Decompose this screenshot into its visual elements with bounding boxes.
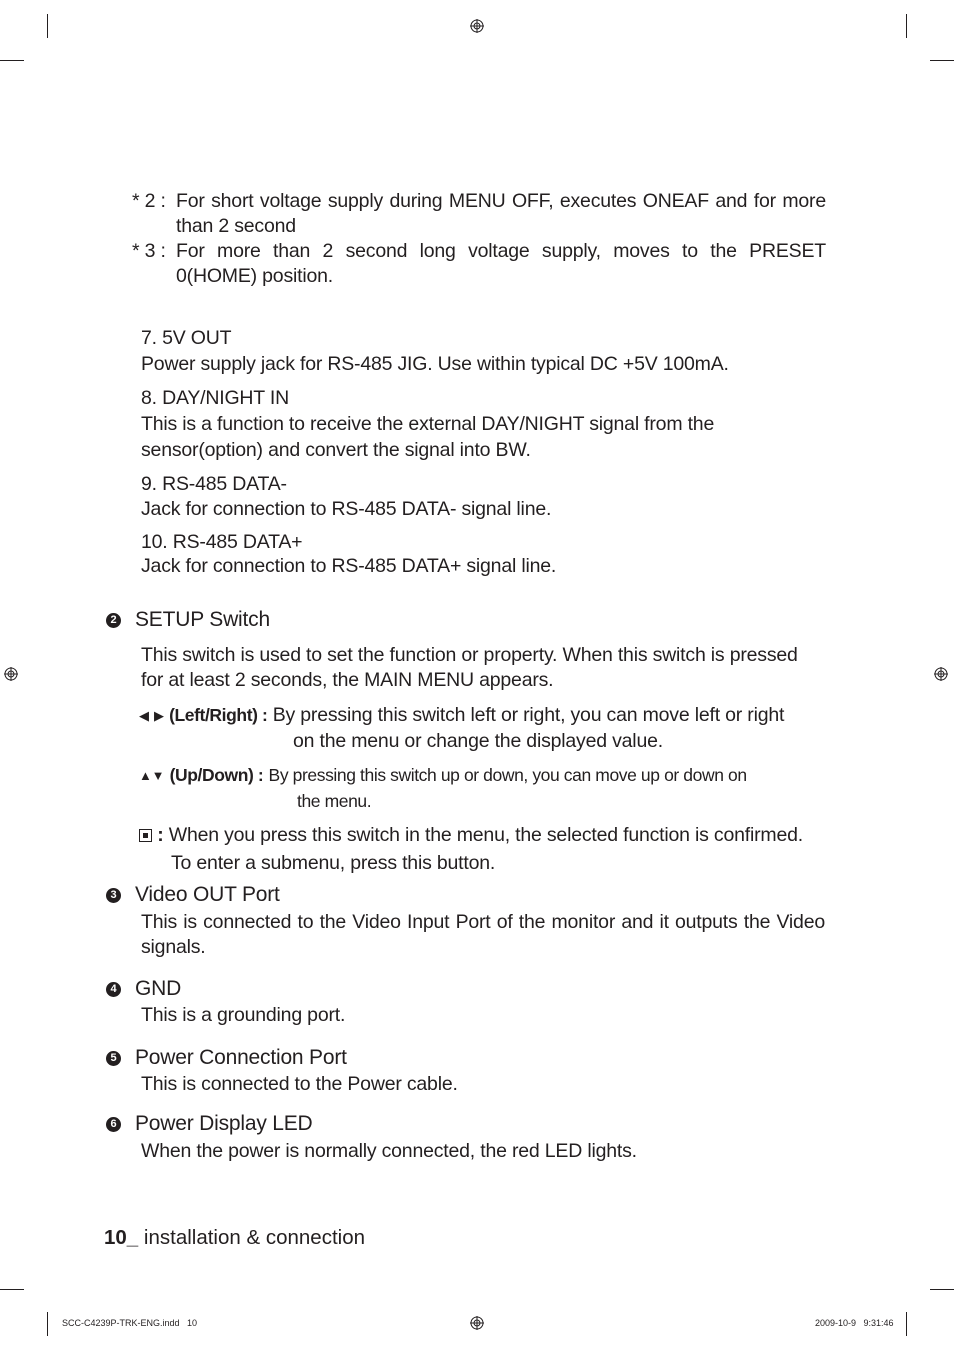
power-connection-body: This is connected to the Power cable. xyxy=(141,1073,458,1095)
item-9-title: 9. RS-485 DATA- xyxy=(141,473,287,495)
setup-heading: SETUP Switch xyxy=(135,608,270,631)
item-9-body: Jack for connection to RS-485 DATA- signal line. xyxy=(141,498,552,520)
note-text: For short voltage supply during MENU OFF, executes ONEAF and for more than 2 second xyxy=(176,190,826,237)
section-number-badge: 6 xyxy=(106,1117,121,1132)
note-marker: * 2 : xyxy=(132,190,166,212)
enter-text-line1: When you press this switch in the menu, the selected function is confirmed. xyxy=(168,824,803,846)
crop-mark xyxy=(906,1312,907,1336)
item-8-title: 8. DAY/NIGHT IN xyxy=(141,387,289,409)
page-number: 10_ xyxy=(104,1226,139,1249)
crop-mark xyxy=(0,60,24,61)
section-name: installation & connection xyxy=(143,1226,366,1249)
crop-mark xyxy=(930,1289,954,1290)
slug-datetime: 2009-10-9 9:31:46 xyxy=(815,1318,894,1328)
up-triangle-icon: ▲ xyxy=(139,768,152,783)
note-3 xyxy=(132,239,826,289)
right-triangle-icon: ▶ xyxy=(154,708,164,723)
setup-intro: This switch is used to set the function or property. When this switch is pressed for at least 2 seconds, the MAIN MENU appears. xyxy=(141,644,798,691)
item-8-body-line2: sensor(option) and convert the signal into BW. xyxy=(141,439,531,461)
registration-mark-icon xyxy=(934,667,948,681)
section-number-badge: 5 xyxy=(106,1051,121,1066)
note-text: For more than 2 second long voltage supply, moves to the PRESET 0(HOME) position. xyxy=(176,240,826,287)
up-down-text-line1: By pressing this switch up or down, you can move up or down on xyxy=(268,765,747,785)
video-out-body: This is connected to the Video Input Port of the monitor and it outputs the Video signals. xyxy=(141,911,825,958)
item-10-body: Jack for connection to RS-485 DATA+ signal line. xyxy=(141,555,557,577)
enter-square-icon xyxy=(139,829,152,842)
crop-mark xyxy=(906,14,907,38)
video-out-heading: Video OUT Port xyxy=(135,883,280,906)
power-led-heading: Power Display LED xyxy=(135,1112,313,1135)
registration-mark-icon xyxy=(470,1316,484,1330)
gnd-heading: GND xyxy=(135,977,182,1000)
item-7-title: 7. 5V OUT xyxy=(141,327,232,349)
left-right-label: (Left/Right) : xyxy=(169,705,268,725)
registration-mark-icon xyxy=(470,19,484,33)
enter-label: : xyxy=(157,824,164,846)
up-down-row xyxy=(139,763,829,788)
left-right-text-line1: By pressing this switch left or right, you can move left or right xyxy=(272,704,785,726)
down-triangle-icon: ▼ xyxy=(151,768,165,783)
enter-text-line2: To enter a submenu, press this button. xyxy=(171,852,496,874)
crop-mark xyxy=(47,1312,48,1336)
gnd-body: This is a grounding port. xyxy=(141,1004,346,1026)
section-number-badge: 4 xyxy=(106,982,121,997)
item-8-body-line1: This is a function to receive the external DAY/NIGHT signal from the xyxy=(141,413,715,435)
up-down-text-line2: the menu. xyxy=(297,791,372,811)
up-down-label: (Up/Down) : xyxy=(169,765,264,785)
note-2 xyxy=(132,189,826,239)
crop-mark xyxy=(0,1289,24,1290)
registration-mark-icon xyxy=(4,667,18,681)
power-led-body: When the power is normally connected, the red LED lights. xyxy=(141,1140,637,1162)
note-marker: * 3 : xyxy=(132,240,166,262)
left-triangle-icon: ◀ xyxy=(139,708,149,723)
section-number-badge: 3 xyxy=(106,888,121,903)
section-number-badge: 2 xyxy=(106,613,121,628)
page-footer xyxy=(104,1226,365,1250)
slug-file: SCC-C4239P-TRK-ENG.indd 10 xyxy=(62,1318,198,1328)
left-right-row xyxy=(139,703,829,728)
crop-mark xyxy=(47,14,48,38)
power-connection-heading: Power Connection Port xyxy=(135,1046,347,1069)
enter-row xyxy=(139,823,839,848)
left-right-text-line2: on the menu or change the displayed value. xyxy=(293,730,663,752)
crop-mark xyxy=(930,60,954,61)
item-7-body: Power supply jack for RS-485 JIG. Use within typical DC +5V 100mA. xyxy=(141,353,729,375)
item-10-title: 10. RS-485 DATA+ xyxy=(141,531,303,553)
